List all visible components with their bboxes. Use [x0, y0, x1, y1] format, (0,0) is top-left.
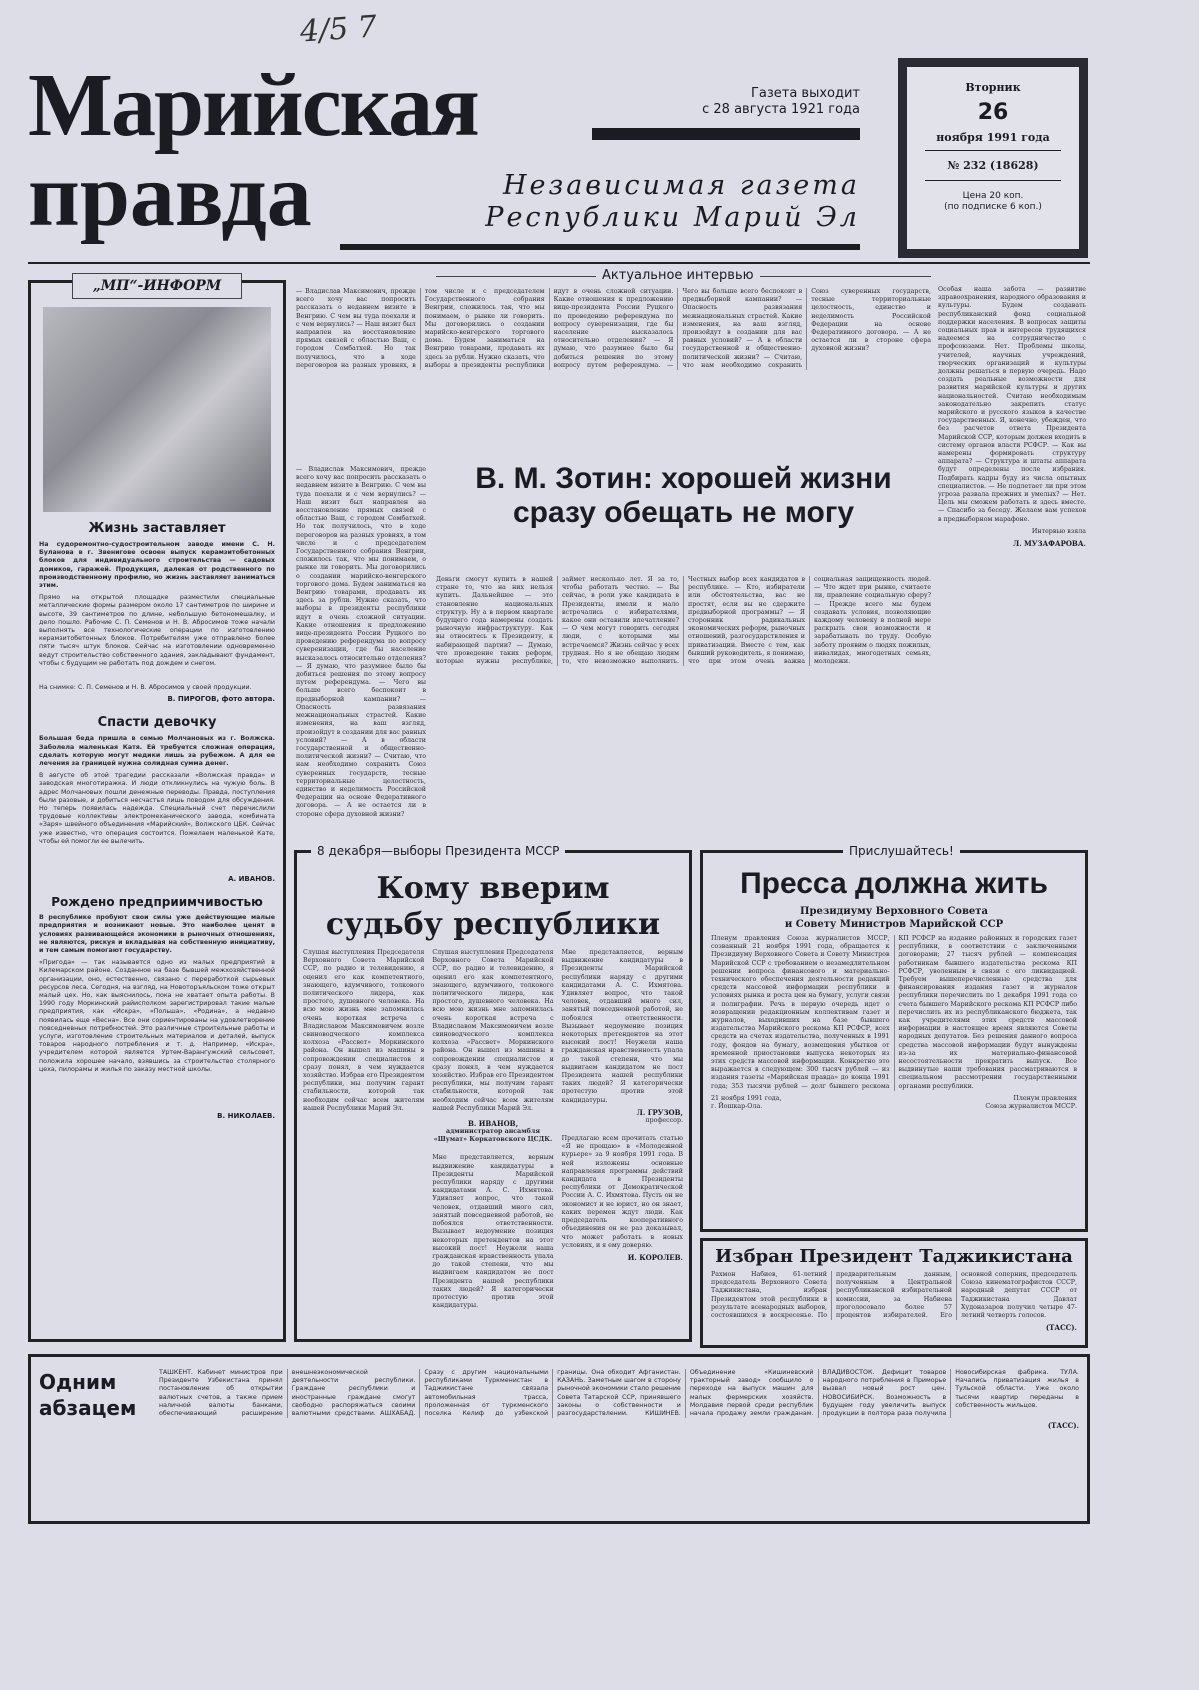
tajik-source: (ТАСС).: [1045, 1323, 1077, 1333]
signature-name: И. КОРОЛЕВ.: [627, 1252, 683, 1262]
sig-line2: Союза журналистов МССР.: [985, 1103, 1077, 1111]
story-title: Спасти девочку: [97, 715, 217, 731]
mp-inform-section: [28, 280, 286, 1342]
handwritten-note: 4/5 7: [298, 9, 378, 50]
masthead-tagline: [450, 170, 860, 234]
weekday: Вторник: [965, 81, 1021, 94]
story-body: «Пригода» — так называется одно из малых предприятий в Килемарском районе. Созданное на базе бывшей межхозяйственной организации, оно, естественно, связано с переработкой сырьевых ресурсов леса. Сегодня, на взгляд, на Новоторъяльском тоже открыт малый цех. Но, как выяснилось, пока не хватает опыта работы. В 1990 году Моркинский райисполком зарегистрировал такие малые предприятия, как «Искра», «Польша», «Родина», а недавно появилась еще «Весна». Все они сориентированы на удовлетворение повседневных потребностей. Это различные строительные работы и услуги, изготовление строительных материалов и деталей, выпуск товаров народного потребления и т. д. Например, «Искра», учредителем которой является Уртем-Варангужский сельсовет, положила хорошее начало, взявшись за строительство столярного цеха, пилорамы и жилья по заказу местной школы.: [39, 959, 275, 1073]
letter-ivanov: Слушая выступления Председателя Верховного Совета Марийской ССР, по радио и телевидению, я оценил его как компетентного, знающего, вдумчивого, толкового политического лидера, как простого, душевного человека. На всю мою жизнь мне запомнилась очень короткая встреча с Владиславом Максимовичем возле свиноводческого комплекса колхоза «Рассвет» Моркинского района. Он вышел из машины в сопровождении специалистов и сразу понял, в чем нуждается хозяйство. Избрав его Президентом республики, мы получим гарант стабильности, которой так необходим сейчас всем жителям нашей Республики Марий Эл.: [303, 949, 425, 1112]
press-rubric: Прислушайтесь!: [843, 843, 960, 859]
issue-month-year: ноября 1991 года: [925, 131, 1061, 151]
price-line2: (по подписке 6 коп.): [944, 202, 1042, 212]
election-section: [294, 844, 692, 1342]
story-lead: Большая беда пришла в семью Молчановых из г. Волжска. Заболела маленькая Катя. Ей требуется сложная операция, сделать которую могут медики лишь за рубежом. А для ее лечения за границей нужна солидная сумма денег.: [39, 735, 275, 768]
masthead-title-line1: Марийская: [28, 56, 478, 155]
press-date: [711, 1095, 782, 1111]
story-author: В. ПИРОГОВ, фото автора.: [167, 695, 275, 704]
election-headline: [303, 871, 683, 943]
subhead-line1: Президиуму Верховного Совета: [800, 906, 988, 917]
issue-number: № 232 (18628): [925, 151, 1061, 181]
masthead-rule: [592, 128, 860, 140]
issue-date-box: [898, 58, 1088, 258]
tajik-body: Рахмон Набиев, 61-летний председатель Верховного Совета Таджикистана, избран Президентом этой республики в результате всенародных выборов, состоявшихся в воскресенье. По предварительным данным, полученным в Центральной республиканской избирательной комиссии, за Набиева проголосовало более 57 процентов избирателей. Его основной соперник, председатель Союза кинематографистов СССР, народный депутат СССР от Таджикистана Давлат Худоназаров получил четыре 47-летний четверть голосов.: [711, 1271, 1077, 1320]
interview-rubric: Актуальное интервью: [596, 268, 760, 284]
story-lead: На судоремонтно-судостроительном заводе имени С. Н. Буланова в г. Звенигове освоен выпуск керамзитобетонных блоков для индивидуального строительства — садовых домиков, гаражей. Продукция, далекая от родственного по производственному профилю, но жизнь заставляет заниматься этим.: [39, 541, 275, 590]
signature-role: администратор ансамбля «Шумат» Коркатовского ЦСДК.: [433, 1128, 553, 1144]
signature-name: В. ИВАНОВ,: [467, 1119, 519, 1129]
date-line2: г. Йошкар-Ола.: [711, 1103, 763, 1111]
date-line1: 21 ноября 1991 года,: [711, 1094, 782, 1102]
tajik-headline: Избран Президент Таджикистана: [715, 1246, 1073, 1267]
press-headline: Пресса должна жить: [740, 867, 1048, 900]
story-title: Рождено предприимчивостью: [51, 895, 263, 910]
signature-name: Л. ГРУЗОВ,: [636, 1107, 683, 1117]
briefs-title-line2: абзацем: [39, 1396, 137, 1420]
press-section: [700, 844, 1088, 1232]
price-line1: Цена 20 коп.: [962, 191, 1024, 201]
founded-note: [620, 86, 860, 118]
story-body: Прямо на открытой площадке разместили специальные металлические формы размером около 17 сантиметров по ширине и высоте, 39 сантиметров по длине, небольшую бетономешалку, и дело пошло. Рабочие С. П. Семенов и Н. В. Абросимов тоже начали выполнять все технологические операции по изготовлению керамзитобетонных блоков. Потребителям уже отправлено более пяти тысяч штук блоков. Сейчас на изготовлении одновременно ведут строительство собственного здания, закладывают фундамент, чтобы с будущим не работать под дождем и снегом.: [39, 594, 275, 667]
press-subhead: [711, 905, 1077, 931]
tagline-line1: Независимая газета: [502, 170, 860, 201]
interview-body-right: Особая наша забота — развитие здравоохранения, народного образования и культуры. Будем создавать республиканский фонд социальной поддержки населения. В вопросах защиты социальных прав и интересов трудящихся надеемся на сотрудничество с профсоюзами. Нет. Проблемы школы, учителей, научных учреждений, творческих организаций и культуры должны решаться в первую очередь. Надо создать реальные возможности для развития марийской культуры и других национальностей. Считаю необходимым законодательно закрепить статус марийского и русского языков в качестве государственных. Я, конечно, убежден, что без расчетов ответа Президента Марийской ССР, которым должен входить в систему органов власти РСФСР. — Как вы намерены формировать структуру аппарата? — Структура и штаты аппарата будут определены после избрания. Подбирать кадры буду из числа опытных специалистов. — Не подлетает ли при этом угроза развала прежних и умелых? — Нет. Цель мы сможем работать и здесь вместе. — Спасибо за беседу. Желаем вам успехов в предвыборном марафоне.: [938, 286, 1086, 523]
briefs-heading: [39, 1369, 149, 1509]
sig-line1: Пленум правления: [1013, 1094, 1077, 1102]
interview-author-note: Интервью взяла: [1031, 527, 1086, 535]
letter-column-2: [432, 949, 553, 1310]
letter-gruzov: Мне представляется, верным выдвижение кандидатуры в Президенты Марийской республики наряду с другими кандидатами А. С. Ихмятова. Удивляет вопрос, что такой человек, отдавший много сил, занятый повседневной работой, не побоялся ответственности. Вызывает недоумение позиция некоторых претендентов на этот высокий пост! Неужели наша гражданская нравственность упала до такой степени, что мы выдвигаем кандидатом не пост Президента нашей республики таких людей? Я категорически протестую против этой кандидатуры.: [561, 949, 683, 1104]
headline-line2: судьбу республики: [325, 907, 661, 942]
tagline-line2: Республики Марий Эл: [485, 202, 860, 233]
headline-line1: Кому вверим: [376, 871, 610, 906]
interview-body-bottom: Деньги смогут купить в нашей стране то, что на них нельзя купить. Дальнейшее — это становление национальных структур. Ну а в первом квартале будущего года намерены создать рыночную инфраструктуру. Как вы относитесь к Президенту, к набирающей партии? — Думаю, что проведение таких реформ, которые нужны республике, займет несколько лет. Я за то, чтобы работать честно. — Вы сейчас, в роли уже кандидата в Президенты, имели и мало встречались с избирателями, какое они оставили впечатление? — О чем могут говорить сегодня люди, с которыми мы встречаемся? Жизнь сейчас у всех трудная. Но я не обещаю людям то, что невозможно выполнить. Честных выбор всех кандидатов в республике. — Кто, избиратели или обстоятельства, вас не простят, если вы не сдержите предвыборной программы? — Я сторонник радикальных экономических реформ, рыночных отношений, разгосударствления и приватизации. Вместе с тем, как бывший руководитель, я понимаю, что при этом очень важна социальная защищенность людей. — Что ждет при рынке, считаете ли, правление социальную сферу? — Прежде всего мы будем создавать условия, позволяющие каждому человеку в полной мере раскрыть свои возможности и зарабатывать по труду. Особую заботу проявим о людях пожилых, инвалидах, многодетных семьях, молодежи.: [436, 576, 931, 666]
mp-inform-rubric: „МП“-ИНФОРМ: [72, 273, 242, 299]
election-rubric: 8 декабря—выборы Президента МССР: [311, 843, 565, 859]
briefs-body: ТАШКЕНТ. Кабинет министров при Президенте Узбекистана принял постановление об открытии валютных счетов, а также прием наличной валюты банками, обеспечивающий расширение внешнеэкономической деятельности республики. Граждане республики и иностранные граждане смогут свободно распоряжаться своими валютными средствами. АШХАБАД. Сразу с другим национальными республиками Туркменистан в Таджикистане связала автомобильная трасса, проложенная от туркменского поселка Келиф до узбекской границы. Она обходит Афганистан. КАЗАНЬ. Заметным шагом в сторону рыночной экономики стало решение Совета Татарской ССР, принявшего законы о собственности и разгосударствлении. КИШИНЕВ. Объединение «Кишиневский тракторный завод» сообщило о переходе на выпуск машин для малых фермерских хозяйств. Молдавия первой среди республик начала продажу земли гражданам. ВЛАДИВОСТОК. Дефицит товаров народного потребления в Приморье вызвал новый рост цен. НОВОСИБИРСК. Возможность в будущем году увеличить выпуск продукции в полтора раза получила Новосибирская фабрика. ТУЛА. Начались приватизация жилья в Тульской области. Уже около тысячи квартир переданы в собственность жильцов.: [159, 1369, 1079, 1418]
photo-caption: На снимке: С. П. Семенов и Н. В. Абросимов у своей продукции.: [39, 684, 252, 692]
interview-headline: В. М. Зотин: хорошей жизни сразу обещать не могу: [475, 462, 892, 529]
interview-right-column: [938, 286, 1086, 548]
briefs-title-line1: Одним: [39, 1370, 117, 1394]
founded-line1: Газета выходит: [750, 86, 860, 101]
story-title: Жизнь заставляет: [88, 521, 226, 536]
briefs-section: [28, 1354, 1090, 1524]
masthead-rule-2: [340, 244, 860, 250]
story-body: В августе об этой трагедии рассказали «Волжская правда» и заводская многотиражка. И люди откликнулись на чужую боль. В адрес Молчановых пошли денежные переводы. Правда, поступления были разовые, и добиться несчастья лишь поводом для обсуждения. Но теперь появилась надежда. Специальный счет перечислили трудовые коллективы электромеханического завода, комбината «Заря» швейного объединения «Марийский», Волжского ЦБК. Сейчас уже известно, что операция состоится. Пожелаем маленькой Кате, чтобы ей помогли ее вылечить.: [39, 772, 275, 845]
letter-column-3: [562, 949, 683, 1310]
founded-line2: с 28 августа 1921 года: [702, 102, 860, 117]
story-author: А. ИВАНОВ.: [228, 875, 275, 884]
briefs-source: (ТАСС).: [1047, 1421, 1079, 1431]
interview-body-left: — Владислав Максимович, прежде всего хочу вас попросить рассказать о недавнем визите в Венгрию. С чем вы туда поехали и с чем вернулись? — Наш визит был направлен на восстановление прямых связей с областью Ваш, с городом Сомбатхей. Но так получилось, что в ходе переговоров на разных уровнях, в том числе и с председателем Государственного собрания Венгрии, сложилось так, что мы понимаем, о рынке ли говорить. Мы договорились о создании марийско-венгерского торгового дома. Будем заниматься на Венгрию товарами, продавать их здесь за рубли. Нужно сказать, что выборы в президенты республики идут в очень сложной ситуации. Какие отношения к предложению вице-президента России Руцкого по проведению референдума по вопросу суверенизации, где бы население высказалось относительно отделения? — Я думаю, что разумнее было бы добиться решения по этому вопросу путем референдума. — Чего вы больше всего беспокоит в предвыборной кампании? — Опасность развязания межнациональных страстей. Какие изменения, на ваш взгляд, произойдут в создании для вас равных условий? — А в области государственной и общественно-политической жизни? — Считаю, что нам необходимо сохранить Союз суверенных государств, тесные территориальные целостность, единство и неделимость Российской Федерации на основе Федеративного договора. — А не остается ли в стороне сфера духовной жизни?: [296, 466, 426, 818]
masthead-title-line2: правда: [28, 146, 312, 245]
interview-section: [296, 266, 1086, 841]
story-author: В. НИКОЛАЕВ.: [217, 1112, 275, 1121]
letter-body: Мне представляется, верным выдвижение кандидатуры в Президенты Марийской республики наряду с другими кандидатами А. С. Ихмятова. Удивляет вопрос, что такой человек, отдавший много сил, занятый повседневной работой, не побоялся ответственности. Вызывает недоумение позиция некоторых претендентов на этот высокий пост! Неужели наша гражданская нравственность упала до такой степени, что мы выдвигаем кандидатом не пост Президента нашей республики таких людей? Я категорически протестую против этой кандидатуры.: [432, 1154, 554, 1310]
subhead-line2: и Совету Министров Марийской ССР: [784, 919, 1004, 930]
photo-workers: [43, 307, 271, 512]
issue-day: 26: [977, 100, 1009, 125]
story-lead: В республике пробуют свои силы уже действующие малые предприятия и возникают новые. Это наиболее ценят в условиях развивающейся экономики в рыночных отношениях, не являются, рискуя и вкладывая на собственную инициативу, и тем самым помогают государству.: [39, 914, 275, 955]
header-divider: [28, 262, 1090, 264]
letter-body: Предлагаю всем прочитать статью «Я не прощаю» в «Молодежной курьере» за 9 ноября 1991 года. В ней изложены основные направления программы действий кандидата в Президенты республики от Демократической России А. С. Ихмятова. Пусть он не экономист и не юрист, но он знает, каких перемен ждут люди. Как председатель кооперативного объединения он не раз доказывал, что может работать в новых условиях, и я ему доверяю.: [561, 1135, 683, 1249]
interview-body-top: — Владислав Максимович, прежде всего хочу вас попросить рассказать о недавнем визите в Венгрию. С чем вы туда поехали и с чем вернулись? — Наш визит был направлен на восстановление прямых связей с областью Ваш, с городом Сомбатхей. Но так получилось, что в ходе переговоров на разных уровнях, в том числе и с председателем Государственного собрания Венгрии, сложилось так, что мы понимаем, о рынке ли говорить. Мы договорились о создании марийско-венгерского торгового дома. Будем заниматься на Венгрию товарами, продавать их здесь за рубли. Нужно сказать, что выборы в президенты республики идут в очень сложной ситуации. Какие отношения к предложению вице-президента России Руцкого по проведению референдума по вопросу суверенизации, где бы население высказалось относительно отделения? — Я думаю, что разумнее было бы добиться решения по этому вопросу путем референдума. — Чего вы больше всего беспокоит в предвыборной кампании? — Опасность развязания межнациональных страстей. Какие изменения, на ваш взгляд, произойдут в создании для вас равных условий? — А в области государственной и общественно-политической жизни? — Считаю, что нам необходимо сохранить Союз суверенных государств, тесные территориальные целостность, единство и неделимость Российской Федерации на основе Федеративного договора. — А не остается ли в стороне сфера духовной жизни?: [296, 288, 931, 369]
issue-price: [907, 191, 1079, 213]
interview-author: Л. МУЗАФАРОВА.: [1012, 539, 1086, 549]
signature-role: профессор.: [645, 1116, 683, 1124]
letter-ivanov-cont: Слушая выступления Председателя Верховного Совета Марийской ССР, по радио и телевидению, я оценил его как компетентного, знающего, вдумчивого, толкового политического лидера, как простого, душевного человека. На всю мою жизнь мне запомнилась очень короткая встреча с Владиславом Максимовичем возле свиноводческого комплекса колхоза «Рассвет» Моркинского района. Он вышел из машины в сопровождении специалистов и сразу понял, в чем нуждается хозяйство. Избрав его Президентом республики, мы получим гарант стабильности, которой так необходим сейчас всем жителям нашей Республики Марий Эл.: [432, 949, 554, 1112]
press-signature: [985, 1095, 1077, 1111]
press-body: Пленум правления Союза журналистов МССР, созванный 21 ноября 1991 года, обращается к Президиуму Верховного Совета и Совету Министров Марийской ССР с требованием о незамедлительном решении вопроса финансового и материально-технического обеспечения деятельности редакций средств массовой информации республики в условиях рынка и роста цен на бумагу, услуги связи и полиграфии. Речь в первую очередь идет о возвращении редакционным коллективам газет и журналов, выходивших на базе бывшего издательства Марийского рескома КП РСФСР, всех средств на счетах издательства, полученных в 1991 году, фондов на бумагу, возмещения убытков от временной приостановки выпуска некоторых из этих средств массовой информации. Конкретно это выражается в следующем: 300 тысяч рублей — из издания газеты «Марийская правда» до конца 1991 года; 353 тысячи рублей — долг бывшего рескома КП РСФСР на издание районных и городских газет республики, в соответствии с заключенными договорами; 27 тысяч рублей — компенсация работникам бывшего издательства рескома КП РСФСР, уволенным в связи с его ликвидацией. Требуем вышеперечисленные средства для финансирования издания газет и журналов республики перечислить по 1 декабря 1991 года со счета бывшего Марийского рескома КП РСФСР либо перечислить их из республиканского бюджета, так как учредителями этих средств массовой информации в настоящее время являются Советы народных депутатов. Без решения данного вопроса средства массовой информации будут вынуждены из-за их материально-финансовой несостоятельности прекратить выпуск. Все выдвинутые наши требования рассматриваются в специальном рассмотрении государственными органами республики.: [711, 935, 1077, 1090]
tajik-section: [700, 1238, 1088, 1348]
